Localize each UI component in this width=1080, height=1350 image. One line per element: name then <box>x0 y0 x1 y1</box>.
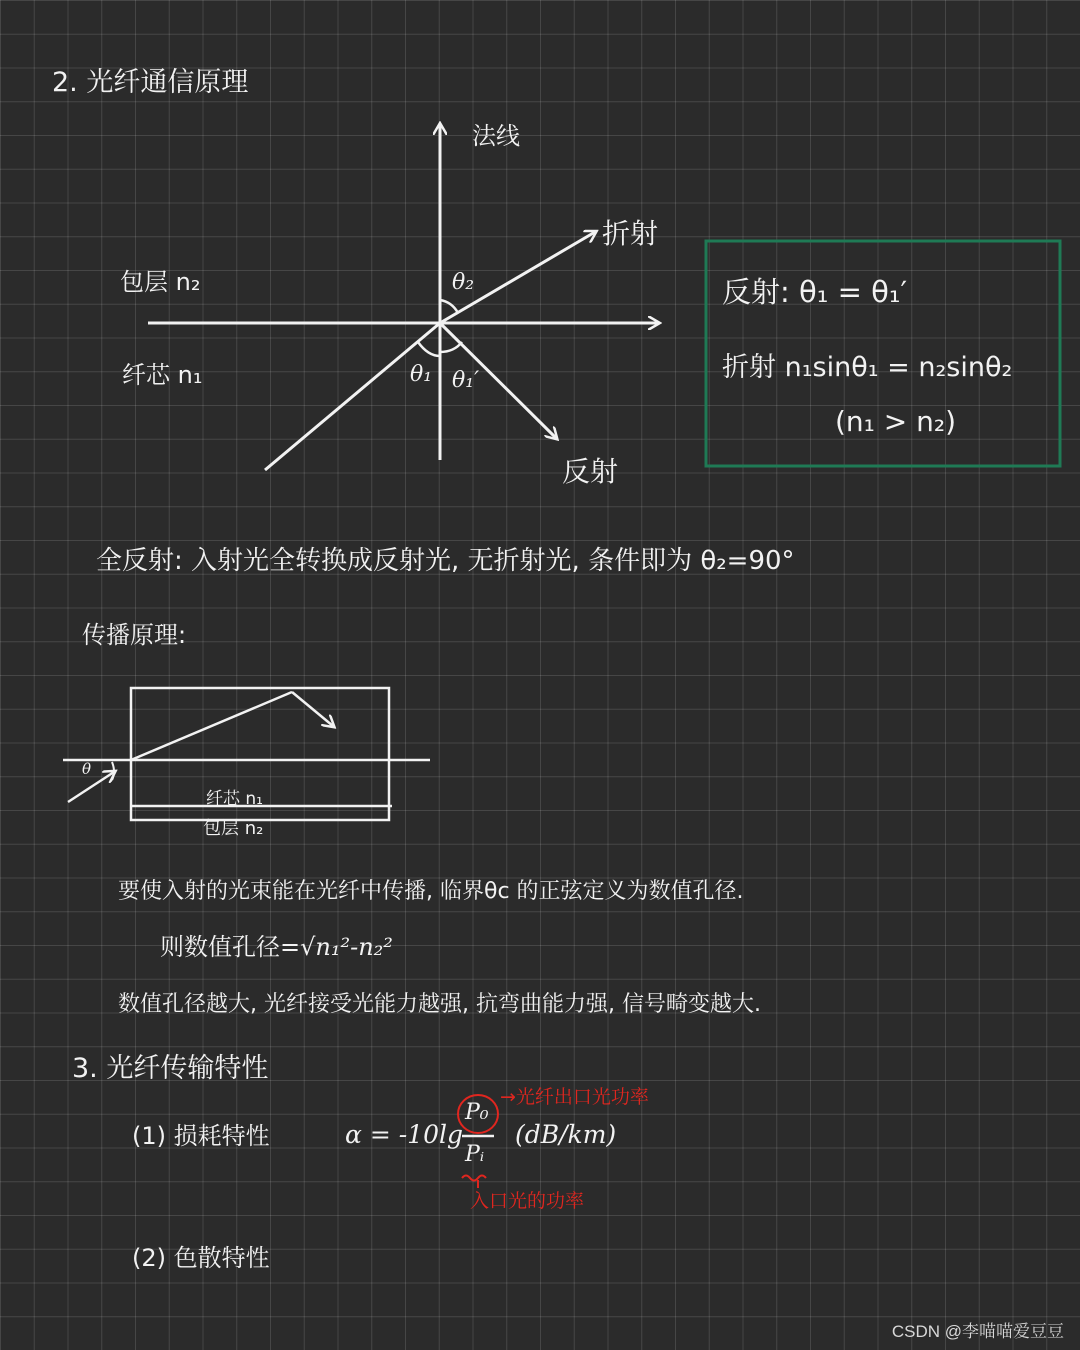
pi-underline <box>462 1176 486 1181</box>
input-power-note: 入口光的功率 <box>470 1190 585 1212</box>
theta1-arc <box>418 342 440 356</box>
fiber-theta-label: θ <box>82 760 92 778</box>
total-reflection-text: 全反射: 入射光全转换成反射光, 无折射光, 条件即为 θ₂=90° <box>96 546 795 576</box>
na-effect-text: 数值孔径越大, 光纤接受光能力越强, 抗弯曲能力强, 信号畸变越大. <box>118 992 761 1017</box>
refraction-label: 折射 <box>602 217 659 250</box>
section2-title: 2. 光纤通信原理 <box>52 67 249 98</box>
formula-condition: (n₁ > n₂) <box>835 405 957 438</box>
fiber-ray-up <box>131 692 292 760</box>
denominator-pi: Pᵢ <box>465 1142 485 1167</box>
critical-angle-text: 要使入射的光束能在光纤中传播, 临界θc 的正弦定义为数值孔径. <box>118 879 744 904</box>
core-label: 纤芯 n₁ <box>122 361 203 389</box>
na-label: 则数值孔径= <box>160 933 301 961</box>
reflection-label: 反射 <box>562 455 619 488</box>
fiber-theta-arc <box>112 762 114 780</box>
loss-unit: (dB/km) <box>515 1120 617 1149</box>
dispersion-item: (2) 色散特性 <box>132 1244 270 1272</box>
section3-title: 3. 光纤传输特性 <box>72 1053 269 1084</box>
fiber-cladding-label: 包层 n₂ <box>203 818 264 839</box>
theta2-arc <box>440 300 458 313</box>
watermark: CSDN @李喵喵爱豆豆 <box>891 1322 1064 1341</box>
formula-refraction: 折射 n₁sinθ₁ = n₂sinθ₂ <box>722 352 1013 383</box>
fiber-core-label: 纤芯 n₁ <box>206 789 263 809</box>
theta1p-label: θ₁′ <box>452 368 480 393</box>
theta1-label: θ₁ <box>410 362 433 387</box>
formula-reflection: 反射: θ₁ = θ₁′ <box>722 275 908 309</box>
propagation-title: 传播原理: <box>82 621 187 649</box>
na-formula: √n₁²-n₂² <box>300 933 393 961</box>
incident-ray <box>265 323 440 470</box>
fiber-ray-down <box>292 692 333 726</box>
output-power-note: →光纤出口光功率 <box>500 1086 649 1108</box>
na-definition-text <box>160 927 393 962</box>
theta2-label: θ₂ <box>452 270 475 295</box>
loss-item: (1) 损耗特性 <box>132 1122 270 1150</box>
cladding-label: 包层 n₂ <box>120 268 201 296</box>
normal-label: 法线 <box>472 122 520 150</box>
numerator-p0: P₀ <box>465 1100 489 1125</box>
loss-formula-prefix: α = -10lg <box>345 1120 463 1149</box>
